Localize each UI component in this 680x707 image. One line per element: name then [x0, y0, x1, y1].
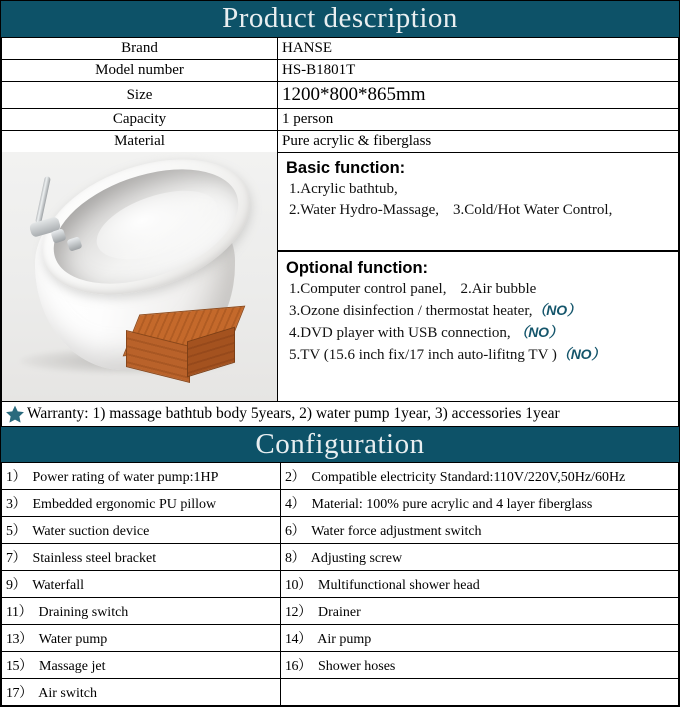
- config-item-number: 4）: [285, 497, 305, 512]
- config-item-label: Multifunctional shower head: [318, 578, 480, 593]
- optional-function-item-5: [286, 347, 678, 363]
- config-item-left: [2, 679, 281, 706]
- config-item-label: Embedded ergonomic PU pillow: [32, 497, 217, 512]
- optional-function-item-4: [286, 325, 678, 341]
- config-item-number: 14）: [285, 632, 312, 647]
- table-row: [2, 544, 679, 571]
- table-row: [2, 463, 679, 490]
- config-item-number: 11）: [6, 605, 32, 620]
- config-item-label: Water force adjustment switch: [311, 524, 482, 539]
- table-row: [2, 598, 679, 625]
- warranty-text: Warranty: 1) massage bathtub body 5years, 2) water pump 1year, 3) accessories 1year: [27, 405, 560, 422]
- config-item-right: [281, 625, 679, 652]
- product-image-cell: [2, 152, 278, 401]
- config-item-number: 12）: [285, 605, 312, 620]
- spec-label: Brand: [2, 38, 278, 60]
- config-item-right: [281, 571, 679, 598]
- optional-function-box: [278, 252, 678, 401]
- config-item-left: [2, 625, 281, 652]
- spec-value: 1 person: [278, 109, 679, 131]
- config-item-left: [2, 652, 281, 679]
- config-item-label: Air switch: [38, 686, 97, 701]
- config-item-label: Shower hoses: [318, 659, 396, 674]
- config-item-number: 8）: [285, 551, 305, 566]
- basic-function-item-2: [286, 203, 678, 218]
- config-item-label: Adjusting screw: [310, 551, 403, 566]
- config-item-right: [281, 598, 679, 625]
- config-item-label: Massage jet: [39, 659, 106, 674]
- config-item-left: [2, 544, 281, 571]
- config-item-number: 9）: [6, 578, 26, 593]
- config-item-right: [281, 463, 679, 490]
- config-item-label: Drainer: [318, 605, 361, 620]
- config-item-left: [2, 463, 281, 490]
- spec-label: Material: [2, 131, 278, 153]
- config-item-label: Waterfall: [32, 578, 84, 593]
- config-item-right: [281, 652, 679, 679]
- configuration-banner: Configuration: [1, 426, 679, 462]
- config-item-number: 7）: [6, 551, 26, 566]
- basic-function-title: Basic function:: [286, 159, 406, 177]
- not-included-badge: （NO）: [514, 324, 563, 340]
- config-item-number: 5）: [6, 524, 26, 539]
- config-item-number: 13）: [6, 632, 33, 647]
- specification-table: [1, 37, 679, 153]
- config-item-number: 1）: [6, 470, 26, 485]
- spec-value: HANSE: [278, 38, 679, 60]
- table-row: [2, 131, 679, 153]
- not-included-badge: （NO）: [556, 346, 606, 362]
- config-item-label: Water suction device: [32, 524, 150, 539]
- config-item-number: 17）: [6, 686, 33, 701]
- config-item-label: Material: 100% pure acrylic and 4 layer fiberglass: [311, 497, 593, 512]
- config-item-label: Power rating of water pump:1HP: [32, 470, 219, 485]
- spec-value: 1200*800*865mm: [278, 82, 679, 109]
- table-row: [2, 679, 679, 706]
- config-item-right: [281, 544, 679, 571]
- basic-function-item-2a: 2.Water Hydro-Massage,: [289, 202, 439, 218]
- table-row: [2, 38, 679, 60]
- config-item-number: 10）: [285, 578, 312, 593]
- config-item-number: 6）: [285, 524, 305, 539]
- product-detail-section: [1, 152, 679, 402]
- spec-label: Model number: [2, 60, 278, 82]
- faucet-spout-icon: [35, 176, 51, 224]
- config-item-right: [281, 679, 679, 706]
- basic-function-box: [278, 152, 678, 252]
- table-row: [2, 652, 679, 679]
- config-item-label: Draining switch: [38, 605, 129, 620]
- optional-function-title: Optional function:: [286, 259, 429, 277]
- star-icon: [4, 404, 26, 425]
- table-row: [2, 82, 679, 109]
- optional-function-item-2: 2.Air bubble: [460, 281, 537, 297]
- spec-value: HS-B1801T: [278, 60, 679, 82]
- config-item-label: Water pump: [38, 632, 108, 647]
- config-item-number: 15）: [6, 659, 33, 674]
- config-item-label: Air pump: [317, 632, 372, 647]
- optional-function-item-5-text: 5.TV (15.6 inch fix/17 inch auto-lifitng TV ): [289, 347, 557, 363]
- optional-function-item-3: [286, 303, 678, 319]
- config-item-number: 2）: [285, 470, 305, 485]
- product-description-banner: Product description: [1, 1, 679, 37]
- optional-function-item-1: [286, 282, 678, 297]
- optional-function-item-1a: 1.Computer control panel,: [289, 281, 447, 297]
- basic-function-item-1: 1.Acrylic bathtub,: [289, 181, 398, 197]
- config-item-left: [2, 490, 281, 517]
- config-item-number: 3）: [6, 497, 26, 512]
- spec-label: Capacity: [2, 109, 278, 131]
- spec-value: Pure acrylic & fiberglass: [278, 131, 679, 153]
- config-item-left: [2, 571, 281, 598]
- config-item-right: [281, 517, 679, 544]
- table-row: [2, 60, 679, 82]
- spec-label: Size: [2, 82, 278, 109]
- table-row: [2, 571, 679, 598]
- configuration-table: [1, 462, 679, 706]
- config-item-left: [2, 598, 281, 625]
- optional-function-item-3-text: 3.Ozone disinfection / thermostat heater,: [289, 303, 533, 319]
- table-row: [2, 109, 679, 131]
- basic-function-item-3: 3.Cold/Hot Water Control,: [453, 202, 613, 218]
- config-item-label: Stainless steel bracket: [32, 551, 157, 566]
- not-included-badge: （NO）: [532, 302, 581, 318]
- config-item-right: [281, 490, 679, 517]
- bathtub-illustration: [2, 152, 277, 401]
- table-row: [2, 625, 679, 652]
- config-item-label: Compatible electricity Standard:110V/220V,50Hz/60Hz: [311, 470, 626, 485]
- warranty-row: [1, 401, 679, 426]
- function-column: [278, 152, 678, 401]
- config-item-left: [2, 517, 281, 544]
- table-row: [2, 490, 679, 517]
- optional-function-item-4-text: 4.DVD player with USB connection,: [289, 325, 511, 341]
- config-item-number: 16）: [285, 659, 312, 674]
- table-row: [2, 517, 679, 544]
